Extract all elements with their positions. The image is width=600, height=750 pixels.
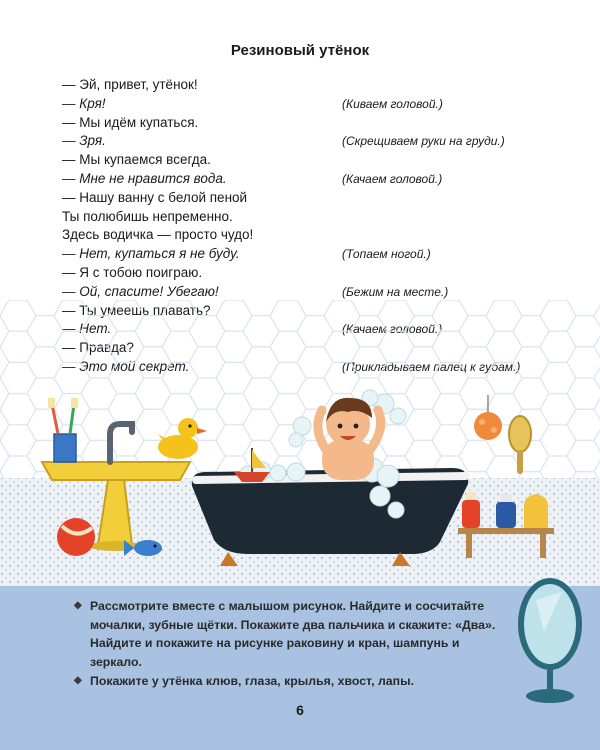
poem-text: Здесь водичка — просто чудо!: [62, 227, 254, 243]
poem-text: — Мы идём купаться.: [62, 114, 199, 130]
poem-text: — Мне не нравится вода.: [62, 170, 227, 186]
poem-text: — Зря.: [62, 133, 106, 149]
mirror-icon: [500, 572, 596, 712]
poem-text: — Нашу ванну с белой пеной: [62, 189, 248, 205]
poem-text: — Я с тобою поиграю.: [62, 264, 203, 280]
poem-line: [62, 95, 562, 114]
page-title: Резиновый утёнок: [230, 42, 370, 59]
shampoo-bottles: [462, 492, 548, 528]
poem-text: Ты полюбишь непременно.: [62, 208, 233, 224]
poem-line: [62, 76, 562, 95]
poem-line: [62, 264, 562, 283]
poem-text: — Ой, спасите! Убегаю!: [62, 283, 219, 299]
bathroom-illustration: [0, 300, 600, 590]
instruction-item: ◆ Покажите у утёнка клюв, глаза, крылья, хвост, лапы.: [74, 672, 504, 691]
poem-text: — Нет, купаться я не буду.: [62, 246, 240, 262]
poem-note: (Качаем головой.): [342, 171, 443, 186]
poem-line: [62, 151, 562, 170]
poem-line: [62, 226, 562, 245]
instruction-item: ◆ Рассмотрите вместе с малышом рисунок. Найдите и сосчитайте мочалки, зубные щётки. Покажите два пальчика и скажите: «Два». Найдите и покажите на рисунке раковину и кран, шампунь и зеркало.: [74, 597, 504, 671]
poem-line: [62, 283, 562, 302]
poem-text: — Мы купаемся всегда.: [62, 152, 211, 168]
poem-text: — Эй, привет, утёнок!: [62, 77, 198, 92]
poem-note: (Топаем ногой.): [342, 247, 431, 262]
instructions: [74, 597, 504, 692]
poem-note: (Киваем головой.): [342, 96, 443, 111]
poem-line: [62, 132, 562, 151]
poem-text: — Кря!: [62, 95, 106, 111]
bathtub: [192, 468, 468, 566]
poem-line: [62, 245, 562, 264]
poem-line: [62, 114, 562, 133]
page-number: 6: [296, 702, 304, 718]
poem-line: [62, 170, 562, 189]
poem-line: [62, 208, 562, 227]
poem-note: (Скрещиваем руки на груди.): [342, 134, 505, 149]
poem-line: [62, 189, 562, 208]
poem-note: (Бежим на месте.): [342, 284, 449, 299]
ball: [57, 518, 95, 556]
